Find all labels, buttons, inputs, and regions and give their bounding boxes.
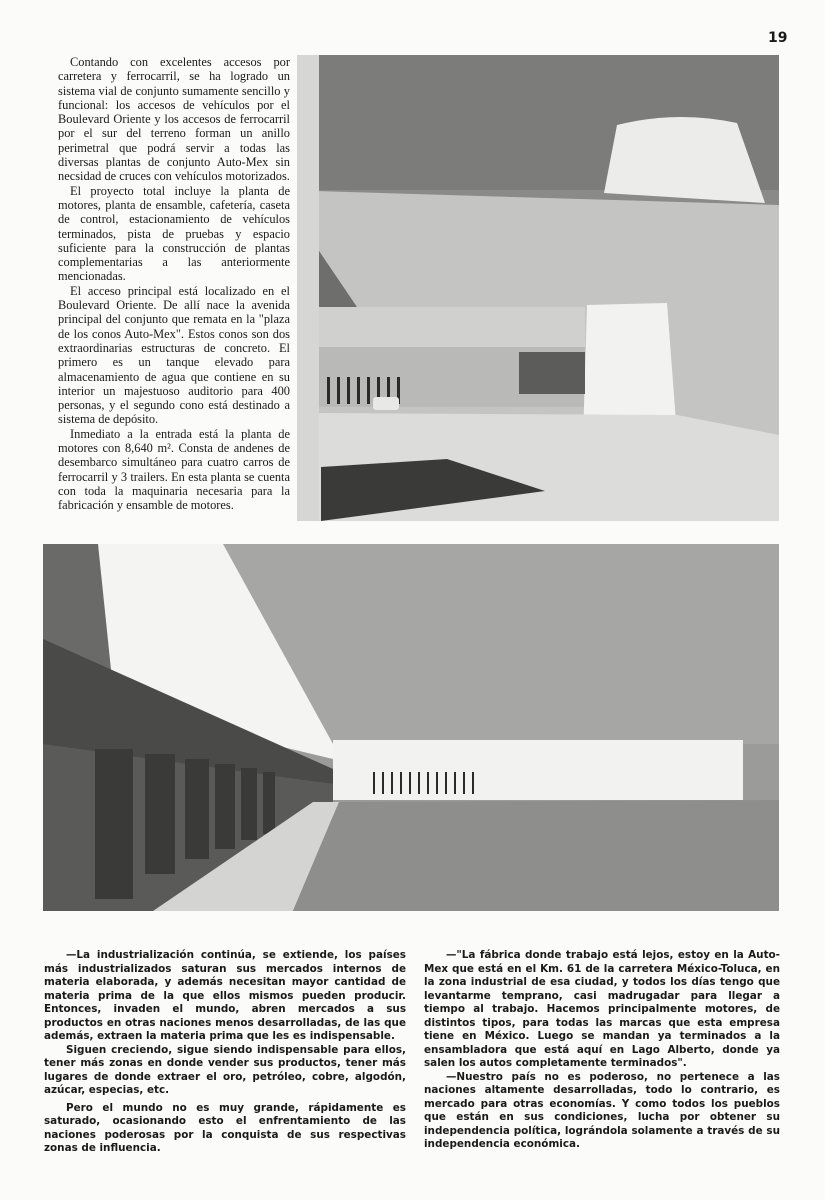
bottom-left-column	[44, 949, 406, 1156]
intro-paragraph: Inmediato a la entrada está la planta de motores con 8,640 m². Consta de andenes de desembarco simultáneo para cuatro carros de ferrocarril y 3 trailers. En esta planta se cuenta con toda la maquinaria necesaria para la fabricación y ensamble de motores.	[58, 426, 290, 513]
intro-paragraph: Contando con excelentes accesos por carretera y ferrocarril, se ha logrado un sistema vial de conjunto sumamente sencillo y funcional: los accesos de vehículos por el Boulevard Oriente y los accesos de ferrocarril por el sur del terreno forman un anillo perimetral que podrá servir a todas las diversas plantas de conjunto Auto-Mex sin necsidad de cruces con vehículos motorizados.	[58, 55, 290, 184]
bottom-right-column	[424, 949, 780, 1152]
intro-paragraph: El acceso principal está localizado en el Boulevard Oriente. De allí nace la avenida principal del conjunto que remata en la "plaza de los conos Auto-Mex". Estos conos son dos extraordinarias estructuras de concreto. El primero es un tanque elevado para almacenamiento de agua que contiene en su interior un majestuoso auditorio para 400 personas, y el segundo cono está destinado a sistema de depósito.	[58, 283, 290, 427]
photo-cones-plaza	[297, 55, 779, 521]
body-paragraph: Pero el mundo no es muy grande, rápidamente es saturado, ocasionando esto el enfrentamiento de las naciones poderosas por la conquista de sus respectivas zonas de influencia.	[44, 1101, 406, 1154]
intro-column	[58, 55, 290, 513]
body-paragraph: Siguen creciendo, sigue siendo indispensable para ellos, tener más zonas en donde vender sus productos, tener más lugares de donde extraer el oro, petróleo, cobre, algodón, azúcar, especias, etc.	[44, 1043, 406, 1096]
photo-colonnade-lawn	[43, 544, 779, 911]
body-paragraph: —La industrialización continúa, se extiende, los países más industrializados saturan sus mercados internos de materia elaborada, y además necesitan mayor cantidad de materia prima de la que ellos mismos pueden producir. Entonces, invaden el mundo, abren mercados a sus productos en otras naciones menos desarrolladas, de las que además, extraen la materia prima que les es indispensable.	[44, 949, 406, 1042]
body-paragraph: —"La fábrica donde trabajo está lejos, estoy en la Auto-Mex que está en el Km. 61 de la carretera México-Toluca, en la zona industrial de esa ciudad, y todos los días tengo que levantarme temprano, casi madrugadar para llegar a tiempo al trabajo. Hacemos principalmente motores, de distintos tipos, para todas las marcas que esta empresa tiene en México. Luego se mandan ya terminados a la ensambladora que está aquí en Lago Alberto, donde ya salen los autos completamente terminados".	[424, 949, 780, 1069]
page-number: 19	[768, 30, 788, 46]
body-paragraph: —Nuestro país no es poderoso, no pertenece a las naciones altamente desarrolladas, todo lo contrario, es mercado para otras economías. Y como todos los pueblos que están en sus condiciones, lucha por obtener su independencia política, lográndola solamente a través de su independencia económica.	[424, 1070, 780, 1150]
intro-paragraph: El proyecto total incluye la planta de motores, planta de ensamble, cafetería, caseta de control, estacionamiento de vehículos terminados, pista de pruebas y espacio suficiente para la construcción de plantas complementarias a las anteriormente mencionadas.	[58, 183, 290, 284]
